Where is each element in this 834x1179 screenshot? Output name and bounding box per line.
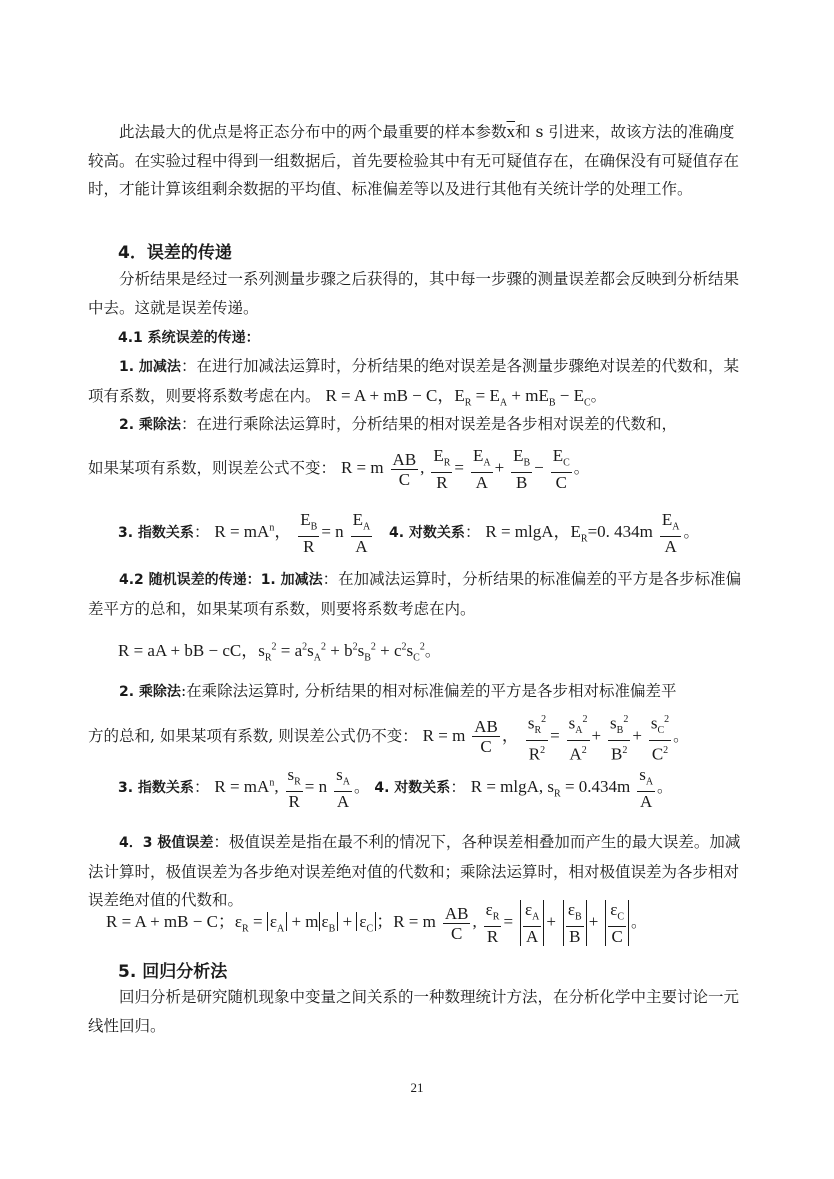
page-number: 21 — [410, 1080, 424, 1095]
paragraph-extreme-error: 4．3 极值误差：极值误差是指在最不利的情况下，各种误差相叠加而产生的最大误差。加减法计算时，极值误差为各步绝对误差绝对值的代数和；乘除法运算时，相对极值误差为各步相对误差绝对值的代数和。 — [88, 833, 741, 909]
formula-random-multiply: 方的总和, 如果某项有系数, 则误差公式仍不变： R = m $\frac{AB}{C}$ ， $\frac{s_R^2}{R^2}$ = $\frac{s_A^2}{A^2}$ + $\frac{s_B^2}{B^2}$ + $\frac{s_C^2}{C^2}$ 。 — [88, 710, 768, 764]
paragraph-multiply-divide: 2. 乘除法：在进行乘除法运算时，分析结果的相对误差是各步相对误差的代数和， — [119, 415, 677, 433]
formula-extreme-error: R = A + mB − C；$\varepsilon_R = \varepsilon_A + m$ $\varepsilon_B + \varepsilon_C$ ；R = m $\frac{AB}{C}$ , $\frac{\varepsilon_R}{R}$ = $\frac{\varepsilon_A}{A}$ + $\frac{\varepsilon_B}{B}$ + $\frac{\varepsilon_C}{C}$ 。 — [106, 900, 647, 947]
x-bar-symbol: $\overline{x}$ — [506, 122, 516, 141]
paragraph-regression: 回归分析是研究随机现象中变量之间关系的一种数理统计方法，在分析化学中主要讨论一元线性回归。 — [88, 988, 740, 1035]
heading-4: 4．误差的传递 — [118, 243, 232, 263]
formula-exp-log-system: 3. 指数关系： $R = mA^n$， $\frac{E_B}{R}$ = n $\frac{E_A}{A}$ 4. 对数关系： R = mlgA，$E_R=0$. 434m $\frac{E_A}{A}$ 。 — [118, 510, 699, 557]
formula-random-add: R = aA + bB − cC，$s_R^2 = a^2s_A^2 + b^2s_B^2 + c^2s_C^2$。 — [118, 641, 441, 664]
formula-multiply-divide-system: 如果某项有系数，则误差公式不变： R = m $\frac{AB}{C}$ , $\frac{E_R}{R}$ = $\frac{E_A}{A}$ + $\frac{E_B}{B}$ − $\frac{E_C}{C}$ 。 — [88, 446, 590, 493]
paragraph-add-subtract: 1. 加减法：在进行加减法运算时，分析结果的绝对误差是各测量步骤绝对误差的代数和，某项有系数，则要将系数考虑在内。 R = A + mB − C，$E_R = E_A + mE_B - E_C$。 — [88, 357, 739, 408]
paragraph-random-multiply: 2. 乘除法:在乘除法运算时, 分析结果的相对标准偏差的平方是各步相对标准偏差平 — [119, 682, 677, 700]
paragraph-error-propagation: 分析结果是经过一系列测量步骤之后获得的，其中每一步骤的测量误差都会反映到分析结果中去。这就是误差传递。 — [88, 270, 740, 317]
heading-4-1: 4.1 系统误差的传递： — [118, 330, 260, 346]
formula-random-exp-log: 3. 指数关系： $R = mA^n$, $\frac{s_R}{R}$ = n $\frac{s_A}{A}$ 。 4. 对数关系： R = mlgA, $s_R = 0.434m$ $\frac{s_A}{A}$ 。 — [118, 765, 673, 812]
paragraph-random-add: 4.2 随机误差的传递：1. 加减法：在加减法运算时，分析结果的标准偏差的平方是各步标准偏差平方的总和，如果某项有系数，则要将系数考虑在内。 — [88, 570, 742, 618]
heading-5: 5. 回归分析法 — [118, 962, 228, 982]
paragraph-intro: 此法最大的优点是将正态分布中的两个最重要的样本参数$\overline{x}$和 s 引进来，故该方法的准确度较高。在实验过程中得到一组数据后，首先要检验其中有无可疑值存在，在确保没有可疑值存在时，才能计算该组剩余数据的平均值、标准偏差等以及进行其他有关统计学的处理工作。 — [88, 122, 740, 198]
